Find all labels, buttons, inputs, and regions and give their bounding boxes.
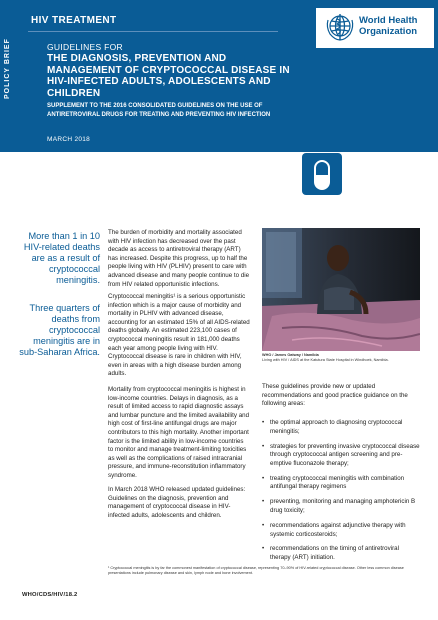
photo-caption: Living with HIV / AIDS at the Katutura State Hospital in Windhoek, Namibia.	[262, 358, 389, 362]
guidance-intro: These guidelines provide new or updated recommendations and good practice guidance on the following areas:	[262, 383, 408, 408]
patient-photo	[262, 228, 420, 351]
supplement-subtitle: SUPPLEMENT TO THE 2016 CONSOLIDATED GUIDELINES ON THE USE OF ANTIRETROVIRAL DRUGS FOR TREATING AND PREVENTING HIV INFECTION	[47, 103, 271, 118]
guidelines-for-label: GUIDELINES FOR	[47, 42, 123, 52]
list-item: • treating cryptococcal meningitis with combination antifungal therapy regimens	[262, 475, 420, 492]
footnote: ¹ Cryptococcal meningitis is by far the commonest manifestation of cryptococcal disease, representing 70–90% of HIV-related cryptococcal disease. Other less common disease presentations include pulmonary disease and skin, lymph node and bone involvement.	[108, 566, 404, 575]
body-paragraph-mortality: Mortality from cryptococcal meningitis is highest in low-income countries. Delays in diagnosis, as a result of limited access to rapid diagnostic assays and lumbar puncture and the limited availability and high cost of first-line antifungal drugs are major contributors to this high mortality. Another important factor is the limited ability in low-income countries to monitor and manage treatment-limiting toxicities as well as the complications of raised intracranial pressure, and immune-reconstitution inflammatory syndrome.	[108, 386, 250, 479]
policy-brief-label: POLICY BRIEF	[4, 38, 11, 100]
pull-quote-sub-saharan: Three quarters of deaths from cryptococcal meningitis are in sub-Saharan Africa.	[19, 303, 100, 357]
organization-name: World Health Organization	[359, 15, 418, 37]
list-item: • strategies for preventing invasive cryptococcal disease through cryptococcal antigen screening and pre-emptive fluconazole therapy;	[262, 443, 420, 469]
category-label: HIV TREATMENT	[31, 15, 117, 26]
publication-date: MARCH 2018	[47, 136, 91, 143]
list-item: • the optimal approach to diagnosing cryptococcal meningitis;	[262, 419, 420, 436]
who-emblem-icon	[324, 11, 356, 43]
body-paragraph-updated-guidelines: In March 2018 WHO released updated guidelines: Guidelines on the diagnosis, prevention and management of cryptococcal disease in HIV-infected adults, adolescents and children.	[108, 486, 246, 519]
body-paragraph-cryptococcal-meningitis: Cryptococcal meningitis¹ is a serious opportunistic infection which is a major cause of morbidity and mortality in PLHIV with advanced disease, accounting for an estimated 15% of all AIDS-related deaths globally. An estimated 223,100 cases of cryptococcal meningitis result in 181,000 deaths each year among people living with HIV. Cryptococcal disease is rare in children with HIV, even in areas with a high disease burden among adults.	[108, 293, 250, 378]
document-title: THE DIAGNOSIS, PREVENTION AND MANAGEMENT OF CRYPTOCOCCAL DISEASE IN HIV-INFECTED ADULTS, ADOLESCENTS AND CHILDREN	[47, 53, 290, 99]
photo-credit-name: WHO / James Oatway / Namibia	[262, 353, 319, 357]
guidance-list	[262, 419, 420, 569]
list-item: • recommendations on the timing of antiretroviral therapy (ART) initiation.	[262, 545, 420, 562]
photo-credit	[262, 353, 432, 363]
body-paragraph-burden: The burden of morbidity and mortality associated with HIV infection has decreased over the past decade as access to antiretroviral therapy (ART) has increased. Despite this progress, up to half the people living with HIV (PLHIV) present to care with advanced disease and many people continue to die from HIV related opportunistic infections.	[108, 229, 250, 288]
list-item: • recommendations against adjunctive therapy with systemic corticosteroids;	[262, 522, 420, 539]
capsule-icon	[300, 153, 344, 197]
list-item: • preventing, monitoring and managing amphotericin B drug toxicity;	[262, 498, 420, 515]
document-number: WHO/CDS/HIV/18.2	[22, 592, 78, 598]
pull-quote-deaths-ratio: More than 1 in 10 HIV-related deaths are as a result of cryptococcal meningitis.	[23, 231, 100, 285]
